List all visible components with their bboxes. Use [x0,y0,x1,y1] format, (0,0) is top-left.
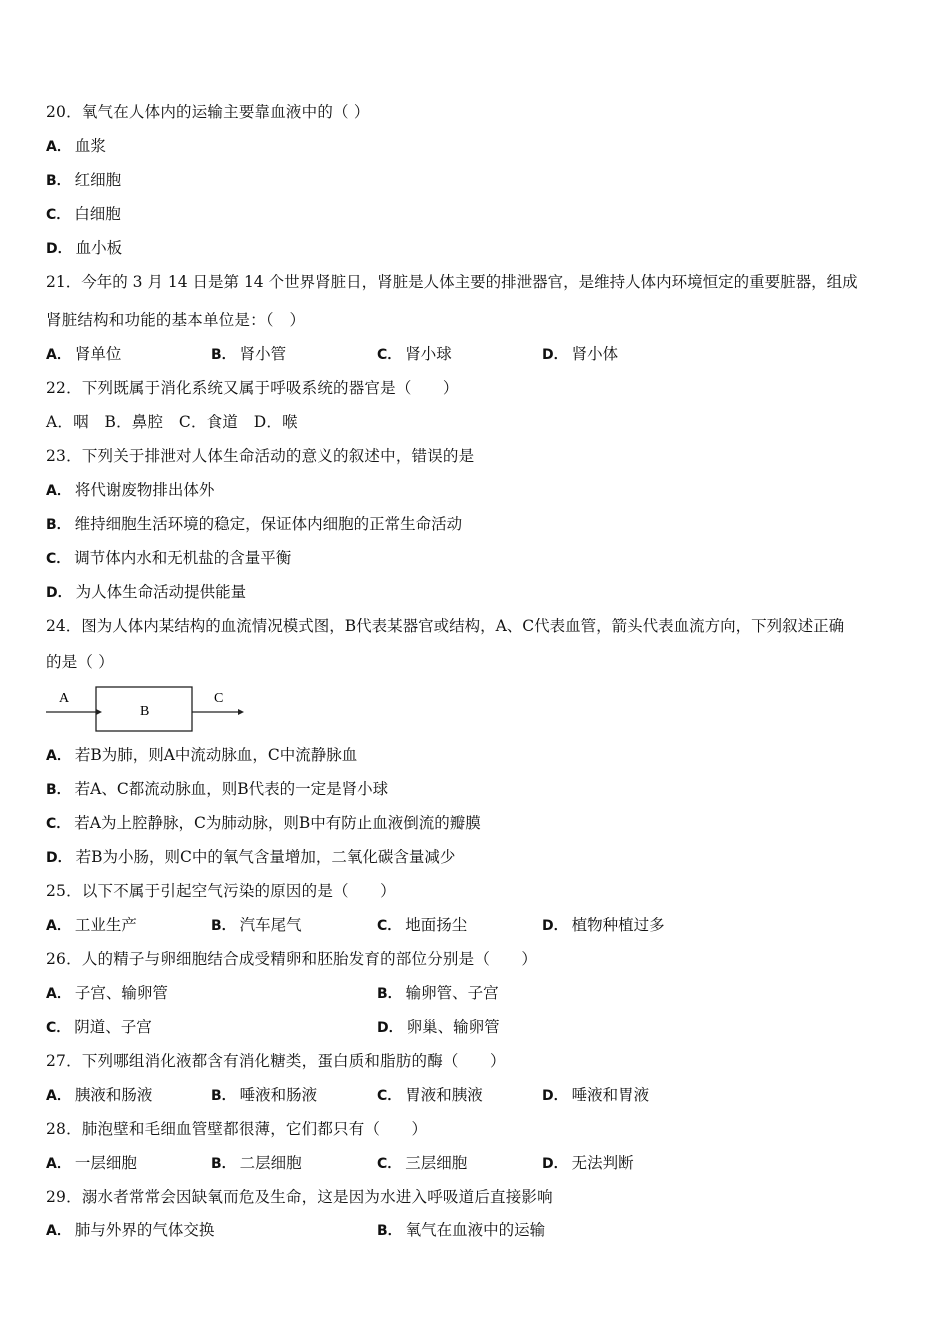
option-label: B． [211,1156,236,1172]
q27-option-b [211,1085,317,1106]
option-text: 一层细胞 [74,1154,137,1172]
option-label: B． [377,986,402,1002]
q24-option-d [46,847,455,868]
option-label: C． [377,1088,402,1104]
option-label: A． [46,1088,71,1104]
option-text: 肾单位 [74,345,122,363]
option-text: 胃液和胰液 [405,1086,483,1104]
option-text: 肺与外界的气体交换 [74,1221,215,1239]
q21-option-c [377,344,452,365]
option-text: 白细胞 [74,205,121,223]
option-label: D． [542,918,568,934]
option-label: C． [46,1020,71,1036]
option-text: 汽车尾气 [239,916,302,934]
q25-option-d [542,915,665,936]
option-text: 肾小体 [571,345,619,363]
q23-stem: 23．下列关于排泄对人体生命活动的意义的叙述中，错误的是 [46,447,475,465]
option-text: 无法判断 [571,1154,634,1172]
option-label: A． [46,347,71,363]
diagram-label-a: A [59,691,70,706]
q24-stem-line2: 的是（ ） [46,653,114,671]
q21-option-d [542,344,618,365]
q26-stem: 26．人的精子与卵细胞结合成受精卵和胚胎发育的部位分别是（ ） [46,950,538,968]
diagram-label-b: B [140,704,150,719]
option-text: 红细胞 [74,171,122,189]
q24-option-b [46,779,388,800]
option-label: C． [46,551,71,567]
option-label: A． [46,918,71,934]
q21-option-b [211,344,286,365]
option-text: 将代谢废物排出体外 [74,481,215,499]
option-text: 植物种植过多 [571,916,665,934]
option-label: D． [377,1020,403,1036]
option-label: D． [46,241,72,257]
option-label: D． [542,1088,568,1104]
option-label: D． [542,347,568,363]
q26-option-a [46,983,168,1004]
option-label: A． [46,1223,71,1239]
q23-option-a [46,480,214,501]
option-label: C． [377,347,402,363]
q25-option-b [211,915,302,936]
option-text: 若A为上腔静脉，C为肺动脉，则B中有防止血液倒流的瓣膜 [74,814,481,832]
option-label: C． [46,816,71,832]
q27-option-a [46,1085,152,1106]
q27-option-d [542,1085,649,1106]
q20-option-b [46,170,121,191]
q28-option-d [542,1153,634,1174]
option-text: 若B为肺，则A中流动脉血，C中流静脉血 [74,746,358,764]
q23-option-b [46,514,462,535]
diagram-arrowhead-out [238,709,244,715]
option-label: D． [46,585,72,601]
q27-option-c [377,1085,483,1106]
q22-stem: 22．下列既属于消化系统又属于呼吸系统的器官是（ ） [46,379,459,397]
q21-stem-line2: 肾脏结构和功能的基本单位是：（ ） [46,311,306,329]
option-label: A． [46,483,71,499]
option-text: 维持细胞生活环境的稳定，保证体内细胞的正常生命活动 [74,515,463,533]
option-label: B． [377,1223,402,1239]
q25-option-c [377,915,467,936]
option-text: 调节体内水和无机盐的含量平衡 [74,549,292,567]
option-text: 肾小管 [239,345,287,363]
q22-options-line: A．咽 B．鼻腔 C．食道 D．喉 [46,413,298,431]
option-text: 唾液和肠液 [239,1086,318,1104]
blood-flow-diagram [44,684,254,734]
option-text: 子宫、输卵管 [74,984,168,1002]
option-label: C． [377,1156,402,1172]
option-label: A． [46,139,71,155]
q23-option-c [46,548,291,569]
q26-option-d [377,1017,500,1038]
q27-stem: 27．下列哪组消化液都含有消化糖类，蛋白质和脂肪的酶（ ） [46,1052,506,1070]
q28-stem: 28．肺泡壁和毛细血管壁都很薄，它们都只有（ ） [46,1120,428,1138]
option-text: 地面扬尘 [405,916,468,934]
option-label: C． [377,918,402,934]
q29-stem: 29．溺水者常常会因缺氧而危及生命，这是因为水进入呼吸道后直接影响 [46,1188,553,1206]
option-text: 卵巢、输卵管 [406,1018,500,1036]
q26-option-b [377,983,499,1004]
option-label: B． [211,347,236,363]
option-text: 血浆 [74,137,106,155]
q24-option-a [46,745,357,766]
q20-option-d [46,238,122,259]
option-text: 若B为小肠，则C中的氧气含量增加，二氧化碳含量减少 [75,848,456,866]
option-text: 为人体生命活动提供能量 [75,583,247,601]
option-label: D． [542,1156,568,1172]
q20-option-a [46,136,106,157]
q21-stem-line1: 21．今年的 3 月 14 日是第 14 个世界肾脏日，肾脏是人体主要的排泄器官，是维持人体内环境恒定的重要脏器，组成 [46,273,858,291]
q20-option-c [46,204,121,225]
option-text: 氧气在血液中的运输 [405,1221,546,1239]
option-text: 二层细胞 [239,1154,302,1172]
q28-option-b [211,1153,302,1174]
option-label: A． [46,748,71,764]
option-text: 血小板 [75,239,123,257]
q25-stem: 25．以下不属于引起空气污染的原因的是（ ） [46,882,396,900]
q24-stem-line1: 24．图为人体内某结构的血流情况模式图，B代表某器官或结构，A、C代表血管，箭头代表血流方向，下列叙述正确 [46,617,845,635]
option-label: B． [211,918,236,934]
option-label: A． [46,1156,71,1172]
option-text: 输卵管、子宫 [405,984,499,1002]
option-label: A． [46,986,71,1002]
option-text: 唾液和胃液 [571,1086,650,1104]
q29-option-a [46,1220,214,1241]
option-text: 工业生产 [74,916,137,934]
q24-option-c [46,813,481,834]
option-label: B． [46,782,71,798]
q23-option-d [46,582,246,603]
option-text: 肾小球 [405,345,452,363]
q21-option-a [46,344,121,365]
option-text: 胰液和肠液 [74,1086,153,1104]
option-label: C． [46,207,71,223]
diagram-arrowhead-in [96,709,102,715]
q28-option-c [377,1153,467,1174]
diagram-label-c: C [214,691,224,706]
q29-option-b [377,1220,545,1241]
option-label: B． [211,1088,236,1104]
q25-option-a [46,915,137,936]
option-text: 若A、C都流动脉血，则B代表的一定是肾小球 [74,780,389,798]
option-text: 阴道、子宫 [74,1018,152,1036]
q20-stem: 20．氧气在人体内的运输主要靠血液中的（ ） [46,103,370,121]
option-text: 三层细胞 [405,1154,468,1172]
option-label: B． [46,517,71,533]
option-label: D． [46,850,72,866]
q28-option-a [46,1153,137,1174]
q26-option-c [46,1017,152,1038]
option-label: B． [46,173,71,189]
